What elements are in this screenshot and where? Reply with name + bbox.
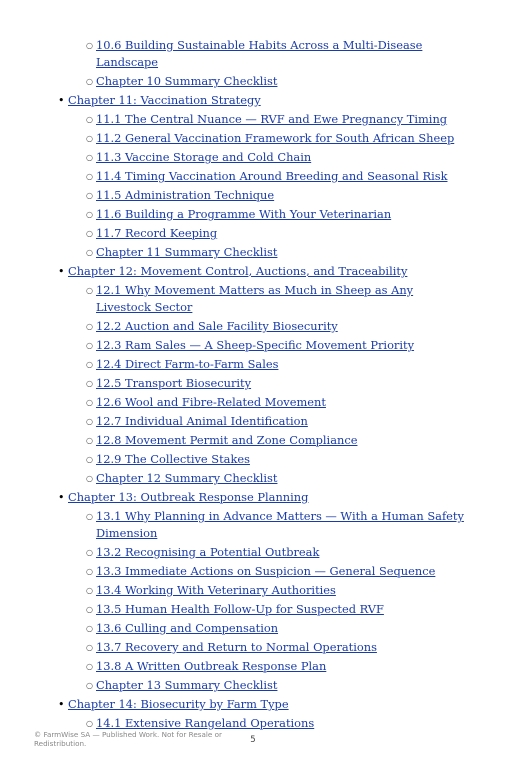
circle-bullet-icon: ○	[86, 153, 93, 162]
toc-link-12-6[interactable]: 12.6 Wool and Fibre-Related Movement	[96, 395, 326, 409]
toc-link-13-8[interactable]: 13.8 A Written Outbreak Response Plan	[96, 659, 327, 673]
toc-link-13-7[interactable]: 13.7 Recovery and Return to Normal Operations	[96, 640, 377, 654]
toc-link-11-4[interactable]: 11.4 Timing Vaccination Around Breeding and Seasonal Risk	[96, 169, 448, 183]
toc-link-13-5[interactable]: 13.5 Human Health Follow-Up for Suspected RVF	[96, 602, 384, 616]
chapter-13-sections	[0, 508, 506, 694]
toc-entry	[0, 394, 506, 411]
circle-bullet-icon: ○	[86, 586, 93, 595]
toc-link-11-2[interactable]: 11.2 General Vaccination Framework for South African Sheep	[96, 131, 455, 145]
circle-bullet-icon: ○	[86, 398, 93, 407]
toc-link-13-3[interactable]: 13.3 Immediate Actions on Suspicion — General Sequence	[96, 564, 436, 578]
bullet-icon: •	[58, 94, 65, 107]
toc-entry	[0, 244, 506, 261]
toc-link-11-5[interactable]: 11.5 Administration Technique	[96, 188, 275, 202]
toc-entry	[0, 187, 506, 204]
toc-entry	[0, 225, 506, 242]
bullet-icon: •	[58, 698, 65, 711]
circle-bullet-icon: ○	[86, 681, 93, 690]
toc-entry	[0, 73, 506, 90]
toc-link-13-4[interactable]: 13.4 Working With Veterinary Authorities	[96, 583, 336, 597]
toc-link-12-3[interactable]: 12.3 Ram Sales — A Sheep-Specific Movement Priority	[96, 338, 415, 352]
toc-link-10-6[interactable]: 10.6 Building Sustainable Habits Across a Multi-Disease Landscape	[96, 38, 423, 69]
circle-bullet-icon: ○	[86, 719, 93, 728]
toc-link-ch11-checklist[interactable]: Chapter 11 Summary Checklist	[96, 245, 278, 259]
circle-bullet-icon: ○	[86, 341, 93, 350]
toc-link-12-7[interactable]: 12.7 Individual Animal Identification	[96, 414, 308, 428]
toc-entry	[0, 677, 506, 694]
toc-entry	[0, 337, 506, 354]
circle-bullet-icon: ○	[86, 436, 93, 445]
toc-entry	[0, 563, 506, 580]
toc-entry	[0, 639, 506, 656]
toc-link-12-2[interactable]: 12.2 Auction and Sale Facility Biosecurity	[96, 319, 338, 333]
toc-entry	[0, 620, 506, 637]
toc-entry	[0, 451, 506, 468]
toc-link-12-4[interactable]: 12.4 Direct Farm-to-Farm Sales	[96, 357, 279, 371]
circle-bullet-icon: ○	[86, 605, 93, 614]
toc-link-chapter-12[interactable]: Chapter 12: Movement Control, Auctions, and Traceability	[68, 264, 408, 278]
toc-link-ch13-checklist[interactable]: Chapter 13 Summary Checklist	[96, 678, 278, 692]
chapter-14	[0, 696, 506, 732]
footer-copyright: © FarmWise SA — Published Work. Not for Resale or Redistribution.	[34, 730, 222, 748]
chapter-11-sections	[0, 111, 506, 261]
toc-link-14-1[interactable]: 14.1 Extensive Rangeland Operations	[96, 716, 315, 730]
toc-link-11-7[interactable]: 11.7 Record Keeping	[96, 226, 218, 240]
circle-bullet-icon: ○	[86, 77, 93, 86]
toc-link-11-3[interactable]: 11.3 Vaccine Storage and Cold Chain	[96, 150, 312, 164]
chapter-10-continued	[0, 37, 506, 90]
toc-link-ch12-checklist[interactable]: Chapter 12 Summary Checklist	[96, 471, 278, 485]
toc-entry	[0, 658, 506, 675]
bullet-icon: •	[58, 491, 65, 504]
chapter-12	[0, 263, 506, 487]
toc-entry	[0, 206, 506, 223]
circle-bullet-icon: ○	[86, 229, 93, 238]
toc-link-ch10-checklist[interactable]: Chapter 10 Summary Checklist	[96, 74, 278, 88]
toc-link-chapter-14[interactable]: Chapter 14: Biosecurity by Farm Type	[68, 697, 289, 711]
circle-bullet-icon: ○	[86, 210, 93, 219]
toc-entry	[0, 601, 506, 618]
circle-bullet-icon: ○	[86, 322, 93, 331]
toc-link-12-9[interactable]: 12.9 The Collective Stakes	[96, 452, 250, 466]
toc-link-11-1[interactable]: 11.1 The Central Nuance — RVF and Ewe Pregnancy Timing	[96, 112, 448, 126]
circle-bullet-icon: ○	[86, 512, 93, 521]
toc-entry	[0, 544, 506, 561]
toc-entry	[0, 432, 506, 449]
toc-entry	[0, 470, 506, 487]
toc-link-chapter-13[interactable]: Chapter 13: Outbreak Response Planning	[68, 490, 309, 504]
bullet-icon: •	[58, 265, 65, 278]
toc-entry	[0, 37, 506, 71]
toc-entry	[0, 168, 506, 185]
toc-entry	[0, 582, 506, 599]
toc-link-13-2[interactable]: 13.2 Recognising a Potential Outbreak	[96, 545, 320, 559]
circle-bullet-icon: ○	[86, 115, 93, 124]
toc-link-12-8[interactable]: 12.8 Movement Permit and Zone Compliance	[96, 433, 358, 447]
circle-bullet-icon: ○	[86, 134, 93, 143]
circle-bullet-icon: ○	[86, 286, 93, 295]
toc-entry	[0, 375, 506, 392]
chapter-10-sections	[0, 37, 506, 90]
toc-link-11-6[interactable]: 11.6 Building a Programme With Your Veterinarian	[96, 207, 392, 221]
toc-entry	[0, 282, 506, 316]
toc-entry	[0, 111, 506, 128]
circle-bullet-icon: ○	[86, 624, 93, 633]
circle-bullet-icon: ○	[86, 41, 93, 50]
toc-entry	[0, 413, 506, 430]
toc-link-12-5[interactable]: 12.5 Transport Biosecurity	[96, 376, 252, 390]
circle-bullet-icon: ○	[86, 455, 93, 464]
toc-entry	[0, 130, 506, 147]
circle-bullet-icon: ○	[86, 360, 93, 369]
toc-link-13-6[interactable]: 13.6 Culling and Compensation	[96, 621, 279, 635]
circle-bullet-icon: ○	[86, 474, 93, 483]
chapter-12-sections	[0, 282, 506, 487]
circle-bullet-icon: ○	[86, 191, 93, 200]
circle-bullet-icon: ○	[86, 379, 93, 388]
toc-link-chapter-11[interactable]: Chapter 11: Vaccination Strategy	[68, 93, 261, 107]
chapter-13	[0, 489, 506, 694]
circle-bullet-icon: ○	[86, 548, 93, 557]
circle-bullet-icon: ○	[86, 662, 93, 671]
toc-entry	[0, 508, 506, 542]
toc-entry	[0, 318, 506, 335]
circle-bullet-icon: ○	[86, 567, 93, 576]
circle-bullet-icon: ○	[86, 417, 93, 426]
toc-link-13-1[interactable]: 13.1 Why Planning in Advance Matters — With a Human Safety Dimension	[96, 509, 464, 540]
circle-bullet-icon: ○	[86, 172, 93, 181]
chapter-11	[0, 92, 506, 261]
toc-link-12-1[interactable]: 12.1 Why Movement Matters as Much in Sheep as Any Livestock Sector	[96, 283, 414, 314]
circle-bullet-icon: ○	[86, 643, 93, 652]
table-of-contents	[0, 37, 506, 734]
toc-entry	[0, 356, 506, 373]
toc-entry	[0, 149, 506, 166]
circle-bullet-icon: ○	[86, 248, 93, 257]
page-number: 5	[250, 735, 256, 745]
